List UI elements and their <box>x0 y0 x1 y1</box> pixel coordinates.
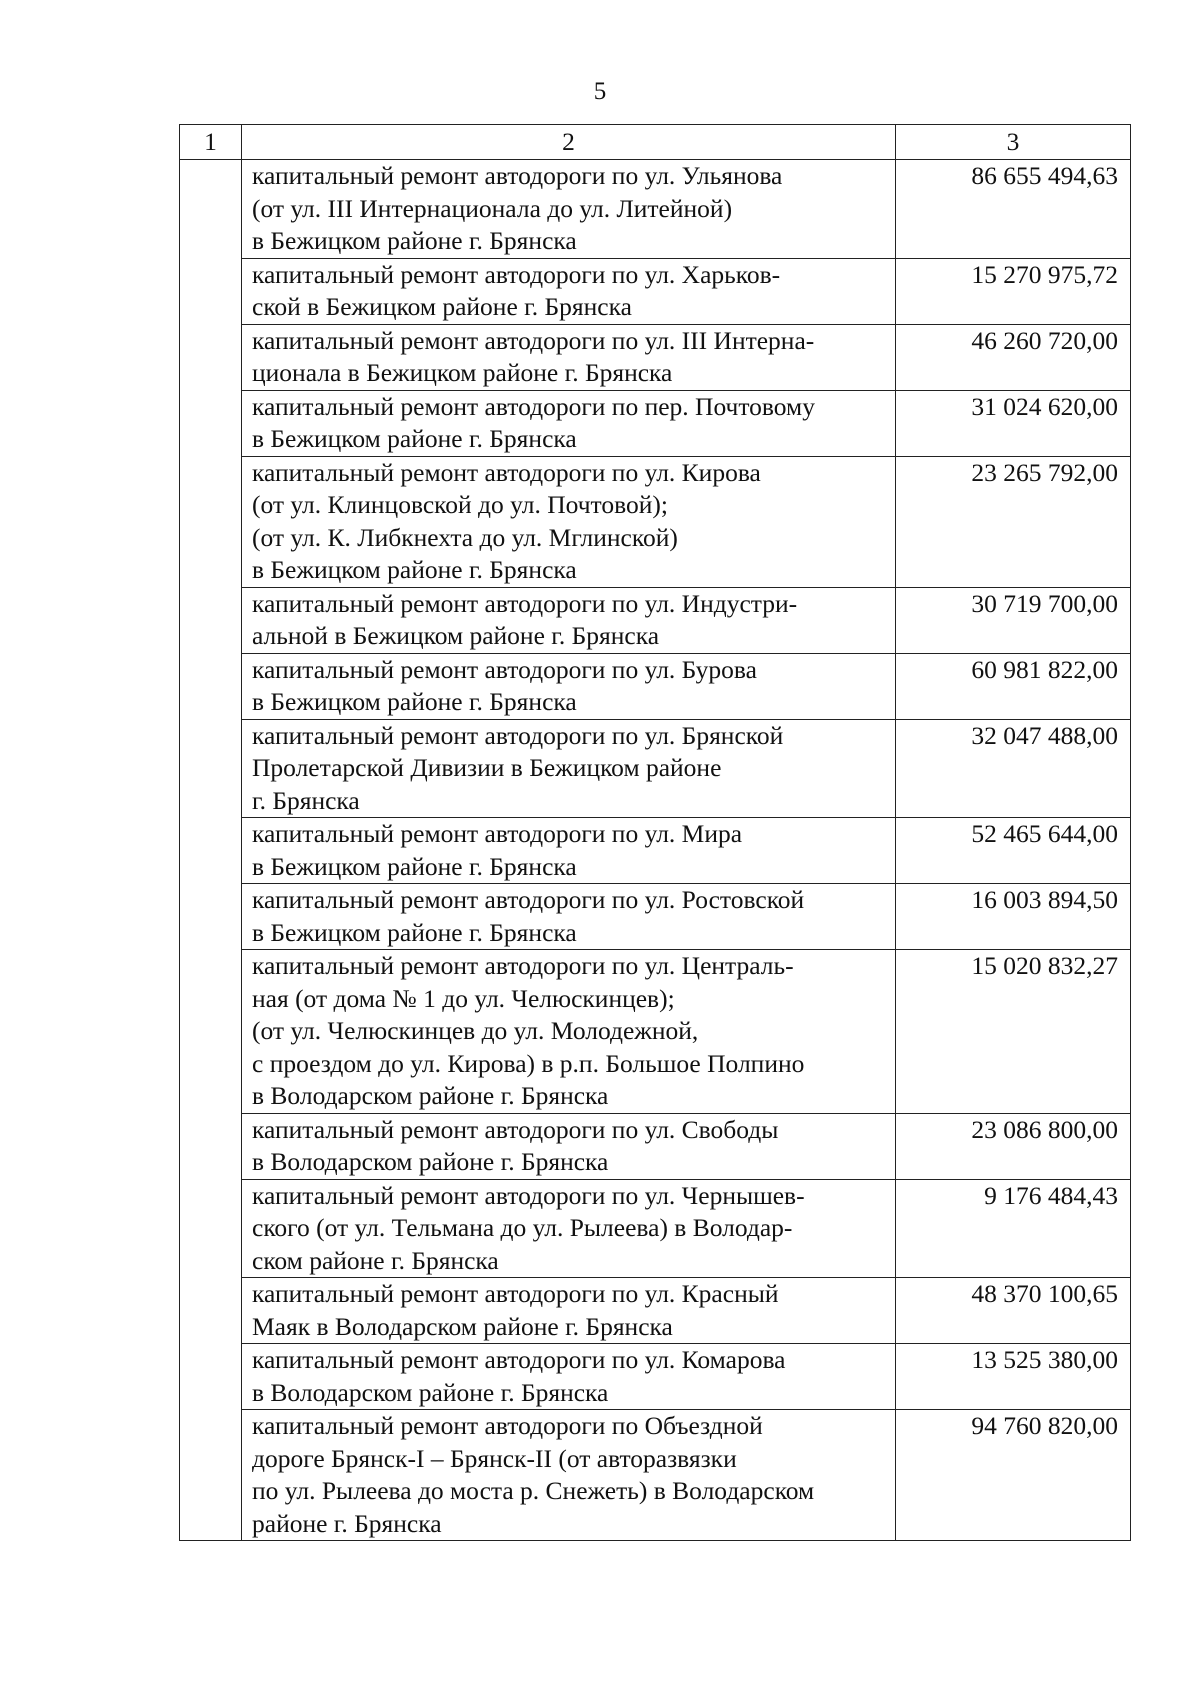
work-description-cell <box>242 818 896 884</box>
amount-cell: 32 047 488,00 <box>896 719 1131 818</box>
amount-cell: 31 024 620,00 <box>896 390 1131 456</box>
table-row <box>180 719 1131 818</box>
description-line: в Бежицком районе г. Брянска <box>252 555 577 584</box>
amount-cell: 60 981 822,00 <box>896 653 1131 719</box>
work-description-cell <box>242 324 896 390</box>
description-line: в Бежицком районе г. Брянска <box>252 424 577 453</box>
description-line: в Бежицком районе г. Брянска <box>252 851 577 881</box>
expenditure-table <box>179 124 1131 1541</box>
description-line: в Володарском районе г. Брянска <box>252 1081 609 1110</box>
header-col-1: 1 <box>180 125 242 160</box>
work-description-cell <box>242 950 896 1114</box>
work-description-cell <box>242 1113 896 1179</box>
description-line: капитальный ремонт автодороги по ул. Брянской <box>252 720 784 750</box>
description-line: ского (от ул. Тельмана до ул. Рылеева) в Володар- <box>252 1213 793 1242</box>
table-row <box>180 1344 1131 1410</box>
header-col-3: 3 <box>896 125 1131 160</box>
description-line: капитальный ремонт автодороги по ул. Свободы <box>252 1114 779 1144</box>
work-description-cell <box>242 587 896 653</box>
amount-cell: 9 176 484,43 <box>896 1179 1131 1278</box>
table-row <box>180 884 1131 950</box>
table-row <box>180 1113 1131 1179</box>
table-row <box>180 818 1131 884</box>
work-description-cell <box>242 719 896 818</box>
description-line: капитальный ремонт автодороги по ул. Бурова <box>252 654 757 684</box>
column-1-cell <box>180 160 242 1541</box>
amount-cell: 15 020 832,27 <box>896 950 1131 1114</box>
description-line: в Володарском районе г. Брянска <box>252 1377 609 1407</box>
description-line: ской в Бежицком районе г. Брянска <box>252 292 632 321</box>
amount-cell: 16 003 894,50 <box>896 884 1131 950</box>
description-line: капитальный ремонт автодороги по ул. Харьков- <box>252 259 781 289</box>
table-row <box>180 160 1131 259</box>
table-header-row <box>180 125 1131 160</box>
header-col-2: 2 <box>242 125 896 160</box>
work-description-cell <box>242 884 896 950</box>
description-line: в Бежицком районе г. Брянска <box>252 917 577 947</box>
description-line: Маяк в Володарском районе г. Брянска <box>252 1311 673 1341</box>
description-line: капитальный ремонт автодороги по ул. III Интерна- <box>252 325 815 355</box>
page-number: 5 <box>593 78 607 105</box>
description-line: ционала в Бежицком районе г. Брянска <box>252 358 673 387</box>
description-line: с проездом до ул. Кирова) в р.п. Большое Полпино <box>252 1048 805 1078</box>
work-description-cell <box>242 390 896 456</box>
work-description-cell <box>242 1344 896 1410</box>
description-line: г. Брянска <box>252 785 360 815</box>
description-line: ная (от дома № 1 до ул. Челюскинцев); <box>252 983 675 1013</box>
work-description-cell <box>242 1278 896 1344</box>
description-line: капитальный ремонт автодороги по ул. Индустри- <box>252 588 798 618</box>
table-row <box>180 587 1131 653</box>
work-description-cell <box>242 653 896 719</box>
description-line: капитальный ремонт автодороги по ул. Централь- <box>252 951 794 980</box>
description-line: в Бежицком районе г. Брянска <box>252 226 577 255</box>
description-line: капитальный ремонт автодороги по ул. Ростовской <box>252 885 805 914</box>
description-line: капитальный ремонт автодороги по пер. Почтовому <box>252 391 815 421</box>
amount-cell: 86 655 494,63 <box>896 160 1131 259</box>
description-line: капитальный ремонт автодороги по ул. Красный <box>252 1279 779 1308</box>
description-line: капитальный ремонт автодороги по ул. Комарова <box>252 1345 786 1374</box>
table-row <box>180 653 1131 719</box>
amount-cell: 94 760 820,00 <box>896 1410 1131 1541</box>
description-line: (от ул. Челюскинцев до ул. Молодежной, <box>252 1016 699 1045</box>
description-line: Пролетарской Дивизии в Бежицком районе <box>252 753 722 782</box>
description-line: дороге Брянск-I – Брянск-II (от авторазвязки <box>252 1443 737 1473</box>
work-description-cell <box>242 1410 896 1541</box>
description-line: ском районе г. Брянска <box>252 1245 499 1275</box>
table-row <box>180 324 1131 390</box>
description-line: районе г. Брянска <box>252 1508 442 1538</box>
table-row <box>180 258 1131 324</box>
table-row <box>180 1410 1131 1541</box>
table-row <box>180 950 1131 1114</box>
description-line: в Бежицком районе г. Брянска <box>252 687 577 716</box>
table-row <box>180 390 1131 456</box>
amount-cell: 23 265 792,00 <box>896 456 1131 587</box>
amount-cell: 46 260 720,00 <box>896 324 1131 390</box>
description-line: альной в Бежицком районе г. Брянска <box>252 621 660 650</box>
table-body <box>180 125 1131 1541</box>
description-line: (от ул. III Интернационала до ул. Литейной) <box>252 193 733 223</box>
description-line: капитальный ремонт автодороги по ул. Кирова <box>252 457 761 487</box>
work-description-cell <box>242 160 896 259</box>
amount-cell: 23 086 800,00 <box>896 1113 1131 1179</box>
description-line: капитальный ремонт автодороги по Объездной <box>252 1411 763 1440</box>
work-description-cell <box>242 1179 896 1278</box>
work-description-cell <box>242 456 896 587</box>
description-line: в Володарском районе г. Брянска <box>252 1147 609 1176</box>
description-line: (от ул. К. Либкнехта до ул. Мглинской) <box>252 522 678 552</box>
amount-cell: 48 370 100,65 <box>896 1278 1131 1344</box>
description-line: капитальный ремонт автодороги по ул. Мира <box>252 819 743 848</box>
table-row <box>180 1278 1131 1344</box>
description-line: по ул. Рылеева до моста р. Снежеть) в Володарском <box>252 1476 815 1505</box>
description-line: капитальный ремонт автодороги по ул. Ульянова <box>252 161 783 190</box>
amount-cell: 30 719 700,00 <box>896 587 1131 653</box>
amount-cell: 13 525 380,00 <box>896 1344 1131 1410</box>
description-line: капитальный ремонт автодороги по ул. Чернышев- <box>252 1180 805 1210</box>
work-description-cell <box>242 258 896 324</box>
table-row <box>180 1179 1131 1278</box>
amount-cell: 15 270 975,72 <box>896 258 1131 324</box>
amount-cell: 52 465 644,00 <box>896 818 1131 884</box>
table-row <box>180 456 1131 587</box>
description-line: (от ул. Клинцовской до ул. Почтовой); <box>252 490 668 519</box>
